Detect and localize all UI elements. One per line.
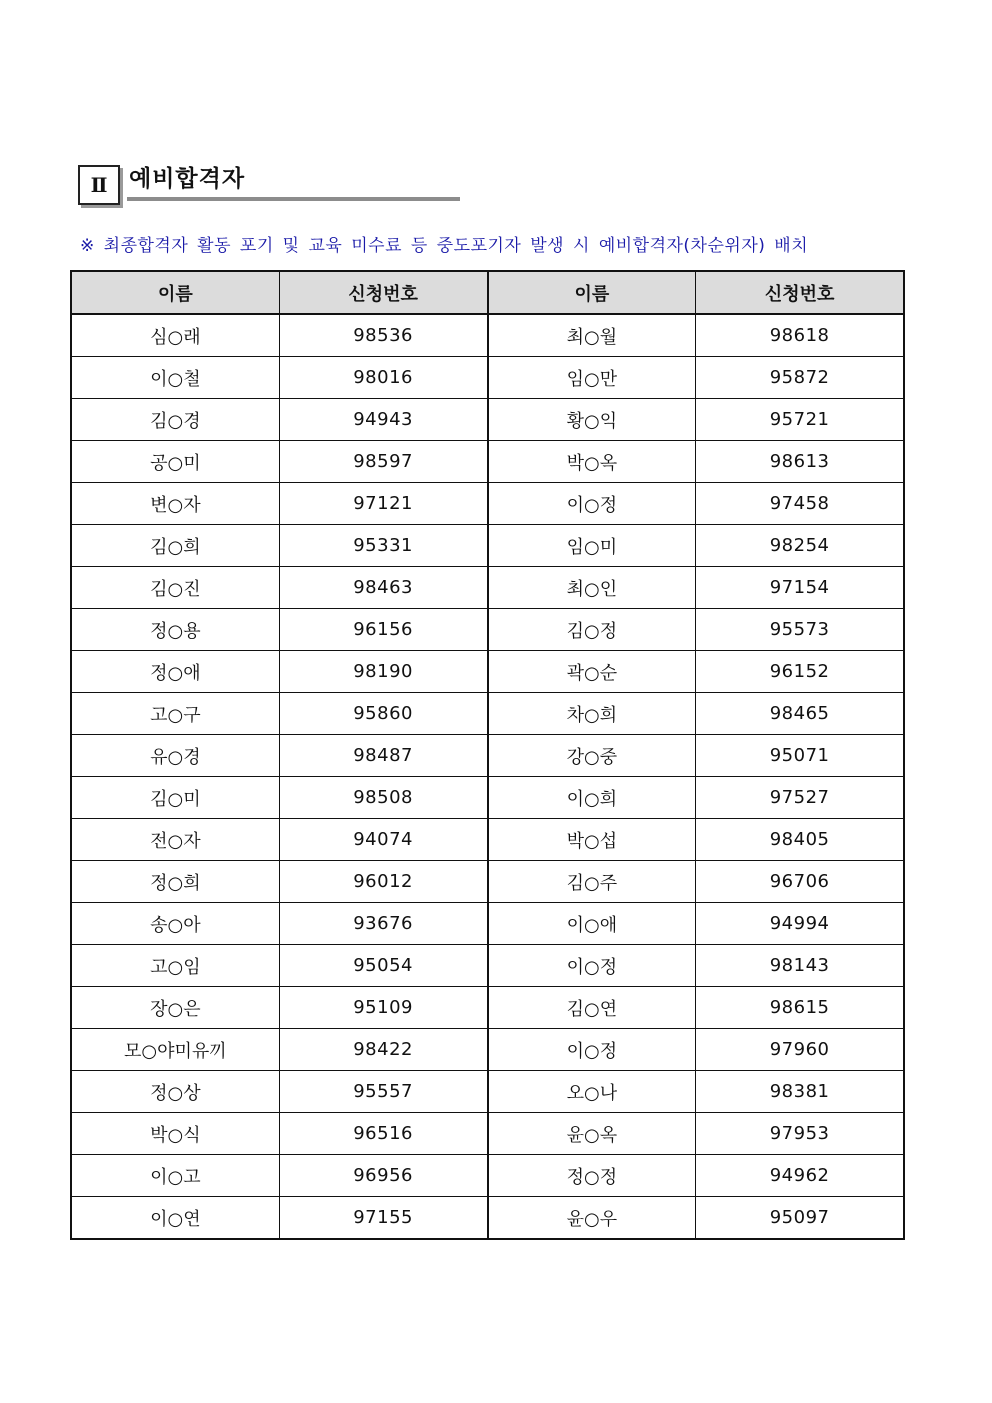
section-title: 예비합격자 — [129, 166, 246, 192]
number-cell-right: 97154 — [696, 567, 904, 609]
table-row — [71, 567, 904, 609]
number-cell-right: 98615 — [696, 987, 904, 1029]
number-cell-left: 98487 — [279, 735, 487, 777]
number-cell-left: 94074 — [279, 819, 487, 861]
number-cell-left: 95331 — [279, 525, 487, 567]
number-cell-left: 96012 — [279, 861, 487, 903]
number-cell-left: 98463 — [279, 567, 487, 609]
number-cell-right: 95097 — [696, 1197, 904, 1240]
table-row — [71, 651, 904, 693]
name-cell-right: 정○정 — [488, 1155, 696, 1197]
number-cell-left: 95054 — [279, 945, 487, 987]
number-cell-right: 95872 — [696, 357, 904, 399]
number-cell-left: 94943 — [279, 399, 487, 441]
name-cell-right: 이○희 — [488, 777, 696, 819]
table-row — [71, 483, 904, 525]
number-cell-left: 98190 — [279, 651, 487, 693]
number-cell-left: 96956 — [279, 1155, 487, 1197]
table-row — [71, 1071, 904, 1113]
table-body — [71, 314, 904, 1239]
number-cell-right: 97953 — [696, 1113, 904, 1155]
number-cell-left: 98422 — [279, 1029, 487, 1071]
number-cell-left: 98016 — [279, 357, 487, 399]
number-cell-right: 98618 — [696, 314, 904, 357]
table-row — [71, 441, 904, 483]
table-row — [71, 777, 904, 819]
reserve-applicants-table — [70, 270, 905, 1240]
name-cell-right: 이○정 — [488, 1029, 696, 1071]
number-cell-left: 95860 — [279, 693, 487, 735]
name-cell-right: 이○애 — [488, 903, 696, 945]
name-cell-right: 윤○옥 — [488, 1113, 696, 1155]
name-cell-left: 고○임 — [71, 945, 279, 987]
number-cell-left: 96516 — [279, 1113, 487, 1155]
name-cell-left: 전○자 — [71, 819, 279, 861]
number-cell-right: 97960 — [696, 1029, 904, 1071]
table-row — [71, 357, 904, 399]
name-cell-right: 황○익 — [488, 399, 696, 441]
name-cell-right: 임○미 — [488, 525, 696, 567]
name-cell-right: 김○연 — [488, 987, 696, 1029]
number-cell-right: 96706 — [696, 861, 904, 903]
name-cell-right: 오○나 — [488, 1071, 696, 1113]
number-cell-left: 97155 — [279, 1197, 487, 1240]
name-cell-left: 고○구 — [71, 693, 279, 735]
name-cell-left: 모○야미유끼 — [71, 1029, 279, 1071]
name-cell-right: 김○정 — [488, 609, 696, 651]
number-cell-left: 98508 — [279, 777, 487, 819]
title-underline — [127, 197, 460, 201]
section-note: ※ 최종합격자 활동 포기 및 교육 미수료 등 중도포기자 발생 시 예비합격자(차순위자) 배치 — [80, 236, 809, 256]
header-number-left: 신청번호 — [279, 271, 487, 314]
table-row — [71, 987, 904, 1029]
header-number-right: 신청번호 — [696, 271, 904, 314]
name-cell-left: 정○애 — [71, 651, 279, 693]
section-number-box: Ⅱ — [78, 165, 120, 205]
table-row — [71, 314, 904, 357]
table-row — [71, 399, 904, 441]
number-cell-right: 98254 — [696, 525, 904, 567]
name-cell-left: 정○상 — [71, 1071, 279, 1113]
number-cell-right: 95573 — [696, 609, 904, 651]
number-cell-right: 95721 — [696, 399, 904, 441]
name-cell-right: 최○인 — [488, 567, 696, 609]
name-cell-left: 김○미 — [71, 777, 279, 819]
number-cell-left: 95109 — [279, 987, 487, 1029]
number-cell-right: 98405 — [696, 819, 904, 861]
number-cell-right: 94962 — [696, 1155, 904, 1197]
name-cell-right: 이○정 — [488, 483, 696, 525]
table-row — [71, 525, 904, 567]
table-header-row — [71, 271, 904, 314]
header-name-right: 이름 — [488, 271, 696, 314]
number-cell-right: 98613 — [696, 441, 904, 483]
name-cell-left: 김○진 — [71, 567, 279, 609]
name-cell-right: 최○월 — [488, 314, 696, 357]
number-cell-left: 98597 — [279, 441, 487, 483]
name-cell-right: 곽○순 — [488, 651, 696, 693]
number-cell-right: 98381 — [696, 1071, 904, 1113]
name-cell-left: 정○용 — [71, 609, 279, 651]
number-cell-left: 93676 — [279, 903, 487, 945]
name-cell-left: 박○식 — [71, 1113, 279, 1155]
number-cell-left: 95557 — [279, 1071, 487, 1113]
name-cell-right: 임○만 — [488, 357, 696, 399]
name-cell-right: 이○정 — [488, 945, 696, 987]
number-cell-right: 97527 — [696, 777, 904, 819]
name-cell-right: 윤○우 — [488, 1197, 696, 1240]
table-row — [71, 1113, 904, 1155]
name-cell-right: 박○옥 — [488, 441, 696, 483]
name-cell-left: 심○래 — [71, 314, 279, 357]
name-cell-left: 김○경 — [71, 399, 279, 441]
table-row — [71, 1155, 904, 1197]
name-cell-left: 공○미 — [71, 441, 279, 483]
name-cell-right: 김○주 — [488, 861, 696, 903]
number-cell-left: 98536 — [279, 314, 487, 357]
name-cell-left: 변○자 — [71, 483, 279, 525]
name-cell-right: 강○중 — [488, 735, 696, 777]
name-cell-left: 유○경 — [71, 735, 279, 777]
number-cell-left: 96156 — [279, 609, 487, 651]
table-row — [71, 693, 904, 735]
name-cell-left: 이○연 — [71, 1197, 279, 1240]
name-cell-right: 박○섭 — [488, 819, 696, 861]
number-cell-right: 94994 — [696, 903, 904, 945]
table-row — [71, 945, 904, 987]
name-cell-left: 김○희 — [71, 525, 279, 567]
section-header — [78, 160, 460, 204]
table-row — [71, 1197, 904, 1240]
table-row — [71, 735, 904, 777]
number-cell-right: 97458 — [696, 483, 904, 525]
table-row — [71, 1029, 904, 1071]
name-cell-left: 이○고 — [71, 1155, 279, 1197]
table-row — [71, 861, 904, 903]
table-row — [71, 819, 904, 861]
name-cell-left: 장○은 — [71, 987, 279, 1029]
name-cell-left: 송○아 — [71, 903, 279, 945]
number-cell-right: 98465 — [696, 693, 904, 735]
number-cell-right: 95071 — [696, 735, 904, 777]
table-row — [71, 903, 904, 945]
name-cell-left: 이○철 — [71, 357, 279, 399]
number-cell-right: 98143 — [696, 945, 904, 987]
name-cell-right: 차○희 — [488, 693, 696, 735]
number-cell-right: 96152 — [696, 651, 904, 693]
number-cell-left: 97121 — [279, 483, 487, 525]
name-cell-left: 정○희 — [71, 861, 279, 903]
header-name-left: 이름 — [71, 271, 279, 314]
table-row — [71, 609, 904, 651]
